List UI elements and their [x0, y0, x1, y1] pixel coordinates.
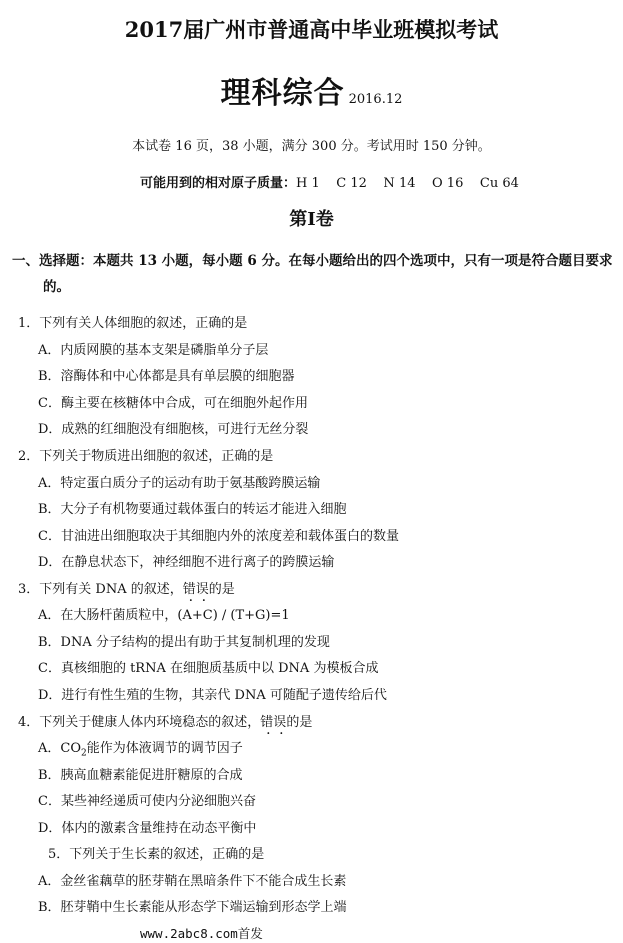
question-4-stem-end: 的是: [286, 715, 313, 730]
section-instructions-line2: 的。: [43, 279, 70, 295]
emphasis-char: 错: [260, 715, 274, 730]
question-1-option-b: B．溶酶体和中心体都是具有单层膜的细胞器: [38, 369, 295, 384]
question-4-option-a: [38, 737, 243, 759]
question-4-option-c: C．某些神经递质可使内分泌细胞兴奋: [38, 794, 256, 809]
atomic-mass-values: H 1 C 12 N 14 O 16 Cu 64: [296, 176, 519, 191]
question-1-option-c: C．酶主要在核糖体中合成，可在细胞外起作用: [38, 396, 308, 411]
question-3-option-c: C．真核细胞的 tRNA 在细胞质基质中以 DNA 为模板合成: [38, 661, 379, 676]
exam-date: 2016.12: [348, 92, 403, 107]
question-1-stem: 1．下列有关人体细胞的叙述，正确的是: [18, 316, 248, 331]
part-title: 第I卷: [289, 209, 334, 230]
question-3-option-b: B．DNA 分子结构的提出有助于其复制机理的发现: [38, 635, 330, 650]
option-a-text: 能作为体液调节的调节因子: [86, 741, 243, 756]
question-2-stem: 2．下列关于物质进出细胞的叙述，正确的是: [18, 449, 274, 464]
question-4-option-b: B．胰高血糖素能促进肝糖原的合成: [38, 768, 243, 783]
question-5-option-b: B．胚芽鞘中生长素能从形态学下端运输到形态学上端: [38, 900, 347, 915]
atomic-mass-label: 可能用到的相对原子质量：: [140, 176, 297, 191]
question-4-stem-text: 4．下列关于健康人体内环境稳态的叙述，: [18, 715, 261, 730]
question-5-option-a: A．金丝雀藕草的胚芽鞘在黑暗条件下不能合成生长素: [38, 874, 347, 889]
question-3-option-a: A．在大肠杆菌质粒中，(A+C) / (T+G)=1: [38, 608, 290, 623]
footer-watermark: [140, 924, 263, 942]
question-4-stem: [18, 711, 312, 730]
question-1-option-d: D．成熟的红细胞没有细胞核，可进行无丝分裂: [38, 422, 309, 437]
subject-name: 理科综合: [220, 76, 345, 111]
footer-suffix: 首发: [237, 926, 263, 941]
option-a-prefix: A．CO: [38, 741, 81, 756]
question-2-option-a: A．特定蛋白质分子的运动有助于氨基酸跨膜运输: [38, 476, 321, 491]
question-3-stem-text: 3．下列有关 DNA 的叙述，: [18, 582, 183, 597]
question-3-option-d: D．进行有性生殖的生物，其亲代 DNA 可随配子遗传给后代: [38, 688, 387, 703]
exam-info: 本试卷 16 页，38 小题，满分 300 分。考试用时 150 分钟。: [132, 139, 491, 154]
question-4-option-d: D．体内的激素含量维持在动态平衡中: [38, 821, 257, 836]
subject-heading: [0, 68, 623, 112]
emphasis-char: 误: [195, 582, 209, 597]
emphasis-char: 误: [273, 715, 287, 730]
question-5-stem: 5．下列关于生长素的叙述，正确的是: [48, 847, 265, 862]
question-3-stem: [18, 578, 235, 597]
question-2-option-b: B．大分子有机物要通过载体蛋白的转运才能进入细胞: [38, 502, 347, 517]
question-3-stem-end: 的是: [208, 582, 235, 597]
atomic-mass-line: [140, 172, 519, 191]
emphasis-char: 错: [182, 582, 196, 597]
section-instructions-line1: 一、选择题：本题共 13 小题，每小题 6 分。在每小题给出的四个选项中，只有一项是符合题目要求: [12, 253, 613, 269]
exam-title: 2017届广州市普通高中毕业班模拟考试: [124, 17, 499, 42]
question-2-option-c: C．甘油进出细胞取决于其细胞内外的浓度差和载体蛋白的数量: [38, 529, 399, 544]
footer-site: www.2abc8.com: [140, 926, 238, 941]
question-1-option-a: A．内质网膜的基本支架是磷脂单分子层: [38, 343, 269, 358]
question-2-option-d: D．在静息状态下，神经细胞不进行离子的跨膜运输: [38, 555, 335, 570]
subscript: 2: [81, 748, 87, 759]
